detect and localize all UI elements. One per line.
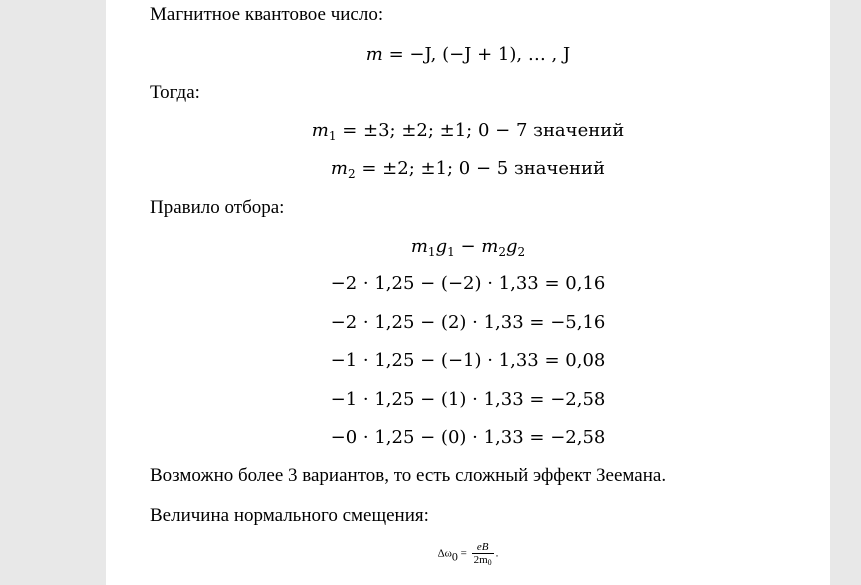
shift-delta-omega: Δω [437,547,452,560]
formula-selection-rule [106,236,830,259]
formula-m1-symbol: m [311,120,329,141]
shift-fraction [472,541,494,567]
formula-normal-shift [106,541,830,567]
shift-delta-omega-sub: 0 [451,549,458,564]
shift-period: . [495,547,499,560]
shift-numerator: eB [472,541,494,554]
rule-m1: m [410,236,428,257]
calculation-line-4: −1 · 1,25 − (1) · 1,33 = −2,58 [330,389,606,410]
formula-m1-values: = ±3; ±2; ±1; 0 − 7 значений [336,120,625,141]
rule-m2-sub: 2 [498,245,506,259]
document-page [106,0,830,585]
formula-m-range-rhs: = −J, (−J + 1), … , J [388,44,571,65]
rule-g1: g [435,236,448,257]
paragraph-normal-shift: Величина нормального смещения: [150,505,429,526]
paragraph-then: Тогда: [150,82,200,103]
shift-denominator-sub: 0 [487,558,492,567]
shift-denominator-text: 2m [473,554,488,566]
rule-minus: − [454,236,482,257]
rule-g1-sub: 1 [447,245,455,259]
formula-m1 [106,120,830,143]
formula-m2-sub: 2 [348,167,356,181]
paragraph-magnetic-number: Магнитное квантовое число: [150,4,384,25]
rule-g2-sub: 2 [517,245,526,259]
formula-m2 [106,158,830,181]
formula-m-range-lhs: m [365,44,383,65]
formula-m1-sub: 1 [328,129,337,143]
rule-m2: m [481,236,499,257]
paragraph-selection-rule: Правило отбора: [150,197,285,218]
shift-denominator [472,554,494,567]
calculation-line-3: −1 · 1,25 − (−1) · 1,33 = 0,08 [330,350,606,371]
formula-m-range [106,44,830,65]
calculation-line-2: −2 · 1,25 − (2) · 1,33 = −5,16 [330,312,606,333]
rule-g2: g [505,236,518,257]
formula-m2-symbol: m [330,158,348,179]
rule-m1-sub: 1 [427,245,436,259]
calculation-line-5: −0 · 1,25 − (0) · 1,33 = −2,58 [330,427,606,448]
calculation-line-1: −2 · 1,25 − (−2) · 1,33 = 0,16 [330,273,606,294]
formula-m2-values: = ±2; ±1; 0 − 5 значений [355,158,606,179]
paragraph-zeeman: Возможно более 3 вариантов, то есть сложный эффект Зеемана. [150,465,667,486]
shift-equals: = [457,547,470,560]
